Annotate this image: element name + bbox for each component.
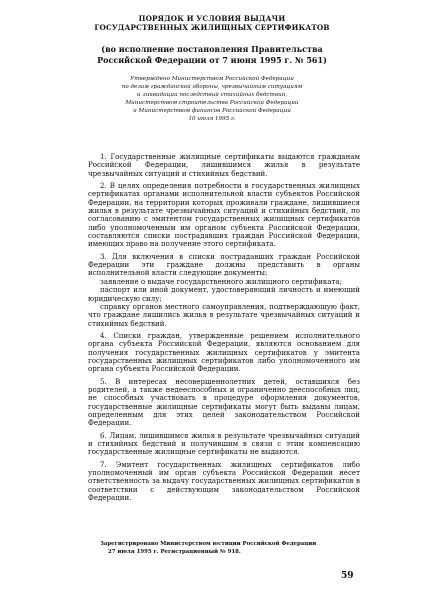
- paragraph-3-item-certificate: справку органов местного самоуправления, подтверждающую факт, что граждане лишились жилья в результате чрезвычайных ситуаций и стихийных бедствий.: [88, 301, 360, 328]
- paragraph-1: 1. Государственные жилищные сертификаты выдаются гражданам Российской Федерации, лишившимся жилья в результате чрезвычайных ситуаций и стихийных бедствий.: [88, 152, 360, 178]
- registration-line-2: 27 июля 1995 г. Регистрационный № 918.: [108, 548, 241, 555]
- registration-line-1: Зарегистрировано Министерством юстиции Российской Федерации: [100, 541, 317, 547]
- approval-line-1: Утверждено Министерством Российской Федерации: [130, 76, 294, 82]
- approval-line-4: Министерством строительства Российской Федерации: [125, 100, 299, 106]
- document-title-line-1: ПОРЯДОК И УСЛОВИЯ ВЫДАЧИ: [138, 14, 286, 23]
- paragraph-2: 2. В целях определения потребности в государственных жилищных сертификатах органами исполнительной власти субъектов Российской Федерации, на территории которых проживали граждане, лишившиеся жилья в результате чрезвычайных ситуаций и стихийных бедствий, по согласованию с эмитентом государственных жилищных сертификатов либо уполномоченным им органом субъекта Российской Федерации, составляются списки пострадавших граждан Российской Федерации, имеющих право на получение этого сертификата.: [88, 181, 360, 249]
- document-body: [88, 153, 360, 506]
- paragraph-4: 4. Списки граждан, утвержденные решением исполнительного органа субъекта Российской Федерации, являются основанием для получения государственных жилищных сертификатов у эмитента государственных жилищных сертификатов либо уполномоченного им органа субъекта Российской Федерации.: [88, 330, 360, 374]
- document-title-line-2: ГОСУДАРСТВЕННЫХ ЖИЛИЩНЫХ СЕРТИФИКАТОВ: [94, 23, 330, 32]
- page-number: 59: [341, 571, 354, 581]
- document-subtitle-line-1: (во исполнение постановления Правительства: [101, 44, 323, 54]
- approval-line-2: по делам гражданской обороны, чрезвычайным ситуациям: [121, 84, 303, 90]
- document-subtitle-line-2: Российской Федерации от 7 июня 1995 г. № 561): [97, 55, 327, 65]
- approval-line-3: и ликвидации последствий стихийных бедствий,: [136, 92, 288, 98]
- approval-line-5: и Министерством финансов Российской Федерации: [133, 108, 291, 114]
- paragraph-3-item-application: заявление о выдаче государственного жилищного сертификата;: [100, 276, 342, 286]
- paragraph-3: 3. Для включения в списки пострадавших граждан Российской Федерации эти граждане должны представить в органы исполнительной власти следующие документы:: [88, 251, 360, 278]
- registration-note: [100, 541, 362, 556]
- paragraph-5: 5. В интересах несовершеннолетних детей, оставшихся без родителей, а также недееспособных и ограниченно дееспособных лиц, не способных участвовать в процедуре оформления документов, государственные жилищные сертификаты могут быть выданы лицам, определенным для этих целей законодательством Российской Федерации.: [88, 376, 360, 428]
- approval-date: 10 июля 1995 г.: [188, 116, 236, 122]
- paragraph-3-item-passport: паспорт или иной документ, удостоверяющий личность и имеющий юридическую силу;: [88, 285, 360, 303]
- paragraph-6: 6. Лицам, лишившимся жилья в результате чрезвычайных ситуаций и стихийных бедствий и получившим в связи с этим компенсацию государственные жилищные сертификаты не выдаются.: [88, 430, 360, 457]
- paragraph-7: 7. Эмитент государственных жилищных сертификатов либо уполномоченный им орган субъекта Российской Федерации несет ответственность за выдачу государственных жилищных сертификатов в соответствии с действующим законодательством Российской Федерации.: [88, 459, 360, 503]
